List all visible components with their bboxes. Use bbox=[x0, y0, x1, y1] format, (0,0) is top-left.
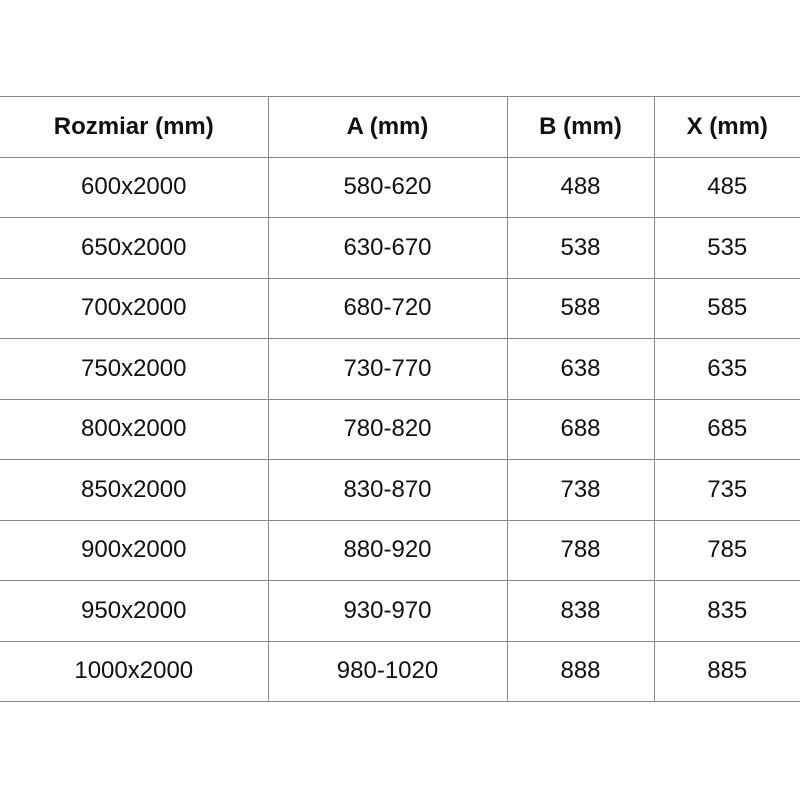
cell-b: 538 bbox=[507, 218, 654, 279]
cell-size: 850x2000 bbox=[0, 460, 268, 521]
cell-size: 750x2000 bbox=[0, 339, 268, 400]
cell-size: 700x2000 bbox=[0, 278, 268, 339]
cell-a: 930-970 bbox=[268, 581, 507, 642]
cell-x: 635 bbox=[654, 339, 800, 400]
cell-a: 630-670 bbox=[268, 218, 507, 279]
cell-x: 785 bbox=[654, 520, 800, 581]
header-size: Rozmiar (mm) bbox=[0, 97, 268, 158]
cell-a: 980-1020 bbox=[268, 641, 507, 702]
table-row bbox=[0, 218, 800, 279]
table-row bbox=[0, 641, 800, 702]
cell-x: 835 bbox=[654, 581, 800, 642]
cell-a: 780-820 bbox=[268, 399, 507, 460]
table-row bbox=[0, 581, 800, 642]
table-row bbox=[0, 520, 800, 581]
cell-size: 650x2000 bbox=[0, 218, 268, 279]
cell-b: 688 bbox=[507, 399, 654, 460]
cell-x: 485 bbox=[654, 157, 800, 218]
cell-b: 588 bbox=[507, 278, 654, 339]
cell-size: 800x2000 bbox=[0, 399, 268, 460]
cell-b: 888 bbox=[507, 641, 654, 702]
table-row bbox=[0, 339, 800, 400]
table-row bbox=[0, 460, 800, 521]
cell-size: 600x2000 bbox=[0, 157, 268, 218]
cell-size: 900x2000 bbox=[0, 520, 268, 581]
cell-x: 585 bbox=[654, 278, 800, 339]
cell-x: 885 bbox=[654, 641, 800, 702]
dimensions-table bbox=[0, 96, 800, 702]
cell-x: 685 bbox=[654, 399, 800, 460]
table-header bbox=[0, 97, 800, 158]
cell-a: 880-920 bbox=[268, 520, 507, 581]
cell-b: 838 bbox=[507, 581, 654, 642]
cell-a: 580-620 bbox=[268, 157, 507, 218]
table-body bbox=[0, 157, 800, 702]
table-row bbox=[0, 157, 800, 218]
header-b: B (mm) bbox=[507, 97, 654, 158]
cell-b: 488 bbox=[507, 157, 654, 218]
cell-x: 535 bbox=[654, 218, 800, 279]
cell-b: 738 bbox=[507, 460, 654, 521]
cell-b: 638 bbox=[507, 339, 654, 400]
cell-size: 950x2000 bbox=[0, 581, 268, 642]
cell-a: 830-870 bbox=[268, 460, 507, 521]
table-row bbox=[0, 278, 800, 339]
cell-a: 730-770 bbox=[268, 339, 507, 400]
header-row bbox=[0, 97, 800, 158]
header-x: X (mm) bbox=[654, 97, 800, 158]
cell-x: 735 bbox=[654, 460, 800, 521]
header-a: A (mm) bbox=[268, 97, 507, 158]
cell-size: 1000x2000 bbox=[0, 641, 268, 702]
cell-b: 788 bbox=[507, 520, 654, 581]
table-row bbox=[0, 399, 800, 460]
cell-a: 680-720 bbox=[268, 278, 507, 339]
